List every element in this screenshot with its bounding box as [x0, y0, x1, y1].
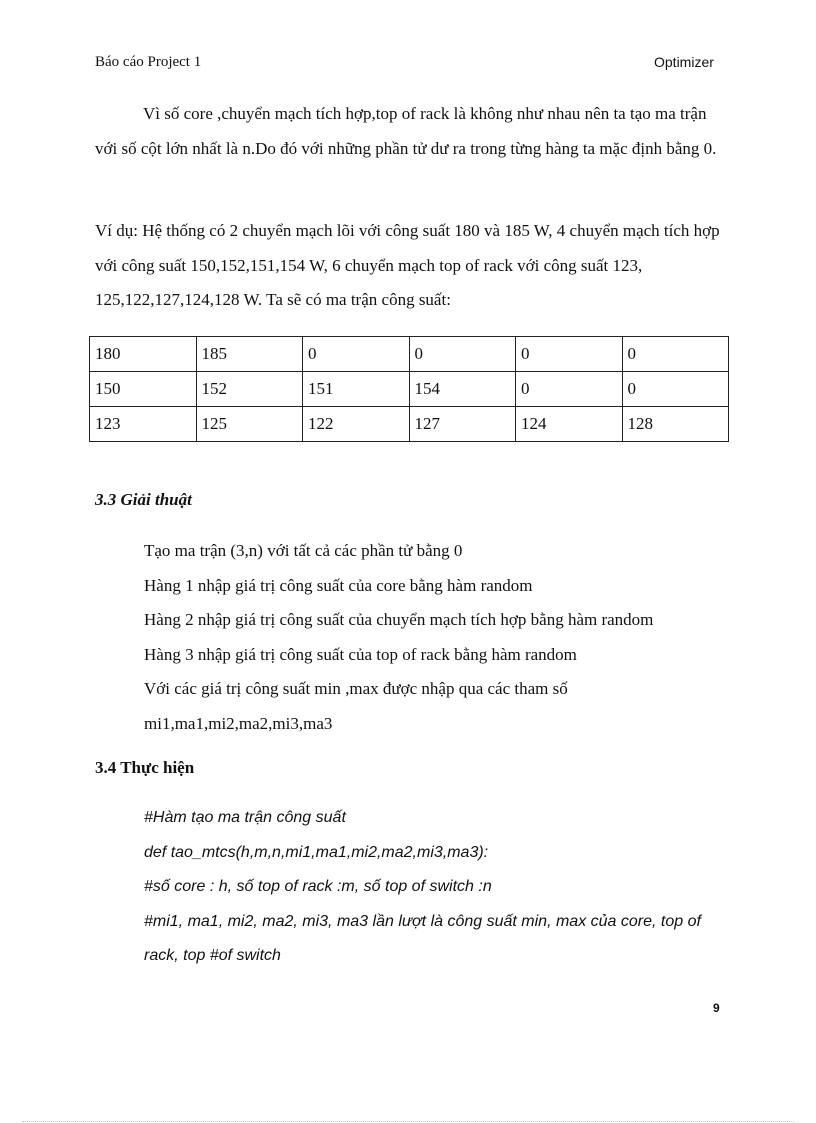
- table-cell: 152: [196, 372, 303, 407]
- table-cell: 125: [196, 407, 303, 442]
- code-line: #mi1, ma1, mi2, ma2, mi3, ma3 lần lượt là công suất min, max của core, top of rack, top #of switch: [144, 912, 701, 964]
- table-cell: 185: [196, 337, 303, 372]
- section-heading-implementation: 3.4 Thực hiện: [95, 758, 195, 777]
- table-cell: 123: [90, 407, 197, 442]
- table-cell: 128: [622, 407, 729, 442]
- page-bottom-divider: [22, 1121, 794, 1122]
- code-line: def tao_mtcs(h,m,n,mi1,ma1,mi2,ma2,mi3,ma3):: [144, 843, 489, 861]
- list-item: mi1,ma1,mi2,ma2,mi3,ma3: [144, 713, 333, 733]
- algorithm-steps: [144, 534, 653, 741]
- power-matrix-table: [89, 336, 729, 442]
- list-item: Tạo ma trận (3,n) với tất cả các phần tử bằng 0: [144, 541, 463, 560]
- code-line: #số core : h, số top of rack :m, số top of switch :n: [144, 878, 492, 895]
- table-cell: 122: [303, 407, 410, 442]
- table-cell: 124: [516, 407, 623, 442]
- table-cell: 180: [90, 337, 197, 372]
- code-line: #Hàm tạo ma trận công suất: [144, 809, 346, 826]
- table-cell: 127: [409, 407, 516, 442]
- paragraph-example: Ví dụ: Hệ thống có 2 chuyển mạch lõi với công suất 180 và 185 W, 4 chuyển mạch tích hợp với công suất 150,152,151,154 W, 6 chuyển mạch top of rack với công suất 123, 125,122,127,124,128 W. Ta sẽ có ma trận công suất:: [95, 221, 720, 309]
- page-number: 9: [713, 1001, 720, 1015]
- list-item: Hàng 1 nhập giá trị công suất của core bằng hàm random: [144, 575, 533, 595]
- list-item: Hàng 3 nhập giá trị công suất của top of rack bằng hàm random: [144, 644, 577, 664]
- header-title: Báo cáo Project 1: [95, 54, 202, 70]
- header-section: Optimizer: [654, 54, 714, 70]
- table-cell: 0: [409, 337, 516, 372]
- table-row: [90, 372, 729, 407]
- list-item: Với các giá trị công suất min ,max được nhập qua các tham số: [144, 679, 568, 698]
- table-cell: 0: [303, 337, 410, 372]
- code-block: [144, 801, 729, 974]
- table-cell: 0: [622, 337, 729, 372]
- section-heading-algorithm: 3.3 Giải thuật: [95, 490, 192, 509]
- table-row: [90, 407, 729, 442]
- table-cell: 150: [90, 372, 197, 407]
- table-cell: 0: [622, 372, 729, 407]
- table-cell: 154: [409, 372, 516, 407]
- paragraph-matrix-explanation: Vì số core ,chuyển mạch tích hợp,top of rack là không như nhau nên ta tạo ma trận với số cột lớn nhất là n.Do đó với những phần tử dư ra trong từng hàng ta mặc định bằng 0.: [95, 104, 717, 158]
- table-cell: 0: [516, 337, 623, 372]
- table-cell: 0: [516, 372, 623, 407]
- table-row: [90, 337, 729, 372]
- table-cell: 151: [303, 372, 410, 407]
- list-item: Hàng 2 nhập giá trị công suất của chuyển mạch tích hợp bằng hàm random: [144, 610, 654, 629]
